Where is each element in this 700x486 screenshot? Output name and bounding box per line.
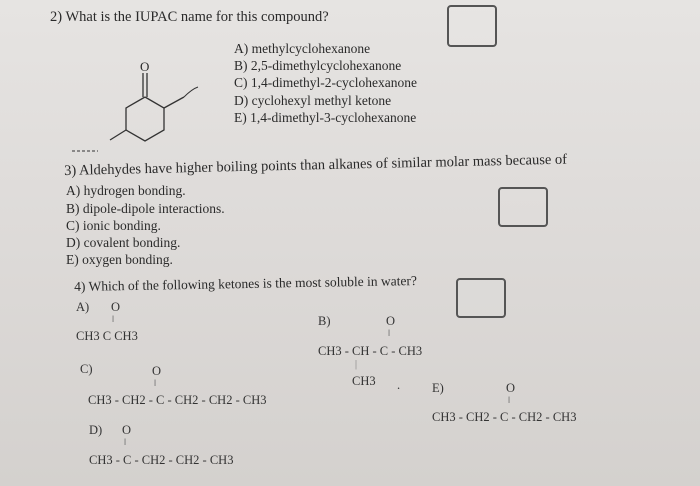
q4-option-b-oxygen: O [386, 314, 396, 328]
q2-option-b[interactable]: B) 2,5-dimethylcyclohexanone [234, 58, 402, 73]
q2-option-c[interactable]: C) 1,4-dimethyl-2-cyclohexanone [234, 75, 417, 90]
q4-option-b-branch: CH3 [352, 374, 376, 388]
q4-option-d-label[interactable]: D) [89, 423, 103, 437]
q4-option-e-oxygen: O [506, 381, 516, 395]
q3-option-b[interactable]: B) dipole-dipole interactions. [66, 201, 225, 216]
q4-option-e-bond: ǁ [508, 395, 511, 405]
q4-option-d-oxygen: O [122, 423, 132, 437]
q4-option-a-oxygen: O [111, 300, 121, 314]
q4-answer-box[interactable] [456, 278, 506, 318]
q4-option-b-formula: CH3 - CH - C - CH3 [318, 344, 423, 358]
q3-option-d[interactable]: D) covalent bonding. [66, 235, 181, 250]
q2-cyclohexanone-structure [100, 55, 220, 165]
q3-question: 3) Aldehydes have higher boiling points than alkanes of similar molar mass because of [64, 151, 568, 179]
q4-option-b-label[interactable]: B) [318, 314, 331, 328]
q4-option-c-bond: ǁ [154, 378, 157, 388]
q3-answer-box[interactable] [498, 187, 548, 227]
q4-option-d-formula: CH3 - C - CH2 - CH2 - CH3 [89, 453, 234, 467]
q4-option-b-branch-bond: | [355, 359, 358, 370]
q4-option-e-label[interactable]: E) [432, 381, 444, 395]
q2-option-a[interactable]: A) methylcyclohexanone [234, 41, 371, 56]
q2-answer-box[interactable] [447, 5, 497, 47]
q4-option-c-label[interactable]: C) [80, 362, 93, 376]
q4-option-d-bond: ǁ [124, 437, 127, 447]
dash-mark [72, 148, 102, 154]
q3-option-e[interactable]: E) oxygen bonding. [66, 252, 173, 267]
q2-option-d[interactable]: D) cyclohexyl methyl ketone [234, 93, 392, 108]
q4-option-a-formula: CH3 C CH3 [76, 329, 138, 343]
q4-option-a-bond: ǁ [112, 314, 115, 324]
q3-option-c[interactable]: C) ionic bonding. [66, 218, 161, 233]
q4-option-a-label[interactable]: A) [76, 300, 90, 314]
q2-option-e[interactable]: E) 1,4-dimethyl-3-cyclohexanone [234, 110, 417, 125]
q2-oxygen-label: O [140, 59, 150, 74]
q2-question: 2) What is the IUPAC name for this compound? [50, 9, 329, 25]
q4-option-c-formula: CH3 - CH2 - C - CH2 - CH2 - CH3 [88, 393, 267, 407]
q4-option-c-oxygen: O [152, 364, 162, 378]
q3-option-a[interactable]: A) hydrogen bonding. [66, 183, 186, 198]
q4-question: 4) Which of the following ketones is the most soluble in water? [74, 273, 418, 294]
q4-option-e-formula: CH3 - CH2 - C - CH2 - CH3 [432, 410, 577, 424]
q4-option-b-bond: ǁ [388, 328, 391, 338]
dot-mark: . [397, 378, 401, 392]
